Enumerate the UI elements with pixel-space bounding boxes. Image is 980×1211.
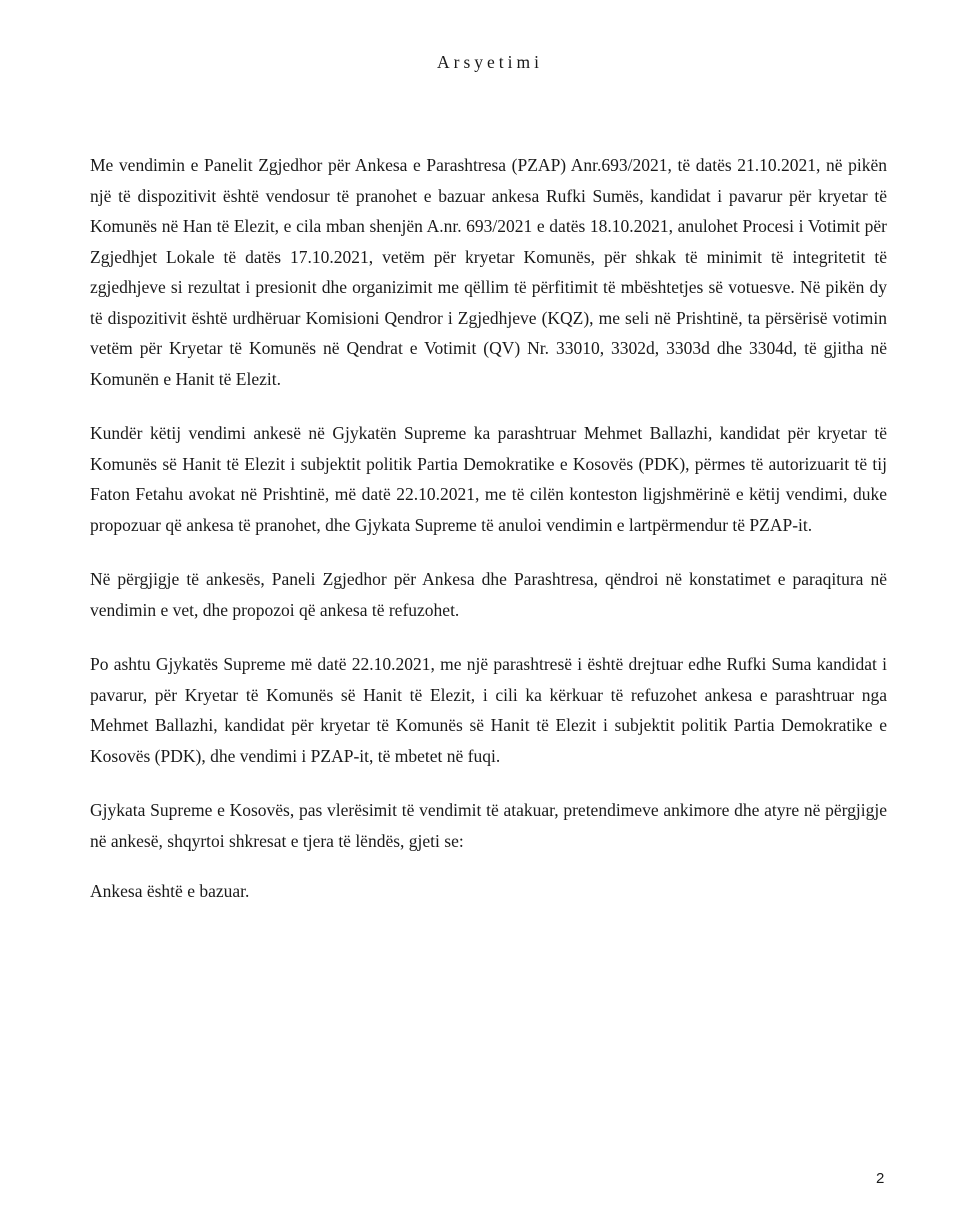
paragraph-court-review: Gjykata Supreme e Kosovës, pas vlerësimit të vendimit të atakuar, pretendimeve ankimore dhe atyre në përgjigje në ankesë, shqyrtoi shkresat e tjera të lëndës, gjeti se:	[90, 800, 887, 851]
document-body	[90, 150, 887, 907]
paragraph-decision-summary: Me vendimin e Panelit Zgjedhor për Ankesa e Parashtresa (PZAP) Anr.693/2021, të datës 21.10.2021, në pikën një të dispozitivit është vendosur të pranohet e bazuar ankesa Rufki Sumës, kandidat i pavarur për kryetar të Komunës në Han të Elezit, e cila mban shenjën A.nr. 693/2021 e datës 18.10.2021, anulohet Procesi i Votimit për Zgjedhjet Lokale të datës 17.10.2021, vetëm për kryetar Komunës, për shkak të minimit të integritetit të zgjedhjeve si rezultat i presionit dhe organizimit me qëllim të përfitimit të mbështetjes së votuesve. Në pikën dy të dispozitivit është urdhëruar Komisioni Qendror i Zgjedhjeve (KQZ), me seli në Prishtinë, ta përsërisë votimin vetëm për Kryetar të Komunës në Qendrat e Votimit (QV) Nr. 33010, 3302d, 3303d dhe 3304d, të gjitha në Komunën e Hanit të Elezit.	[90, 155, 887, 389]
page-number: 2	[876, 1170, 885, 1187]
page-title: Arsyetimi	[437, 52, 543, 72]
paragraph-appeal: Kundër këtij vendimi ankesë në Gjykatën Supreme ka parashtruar Mehmet Ballazhi, kandidat për kryetar të Komunës së Hanit të Elezit i subjektit politik Partia Demokratike e Kosovës (PDK), përmes të autorizuarit të tij Faton Fetahu avokat në Prishtinë, më datë 22.10.2021, me të cilën konteston ligjshmërinë e këtij vendimi, duke propozuar që ankesa të pranohet, dhe Gjykata Supreme të anuloi vendimin e lartpërmendur të PZAP-it.	[90, 423, 887, 535]
paragraph-submission: Po ashtu Gjykatës Supreme më datë 22.10.2021, me një parashtresë i është drejtuar edhe Rufki Suma kandidat i pavarur, për Kryetar të Komunës së Hanit të Elezit, i cili ka kërkuar të refuzohet ankesa e parashtruar nga Mehmet Ballazhi, kandidat për kryetar të Komunës së Hanit të Elezit i subjektit politik Partia Demokratike e Kosovës (PDK), dhe vendimi i PZAP-it, të mbetet në fuqi.	[90, 654, 887, 766]
paragraph-panel-response: Në përgjigje të ankesës, Paneli Zgjedhor për Ankesa dhe Parashtresa, qëndroi në konstatimet e paraqitura në vendimin e vet, dhe propozoi që ankesa të refuzohet.	[90, 569, 887, 620]
paragraph-conclusion: Ankesa është e bazuar.	[90, 881, 250, 901]
